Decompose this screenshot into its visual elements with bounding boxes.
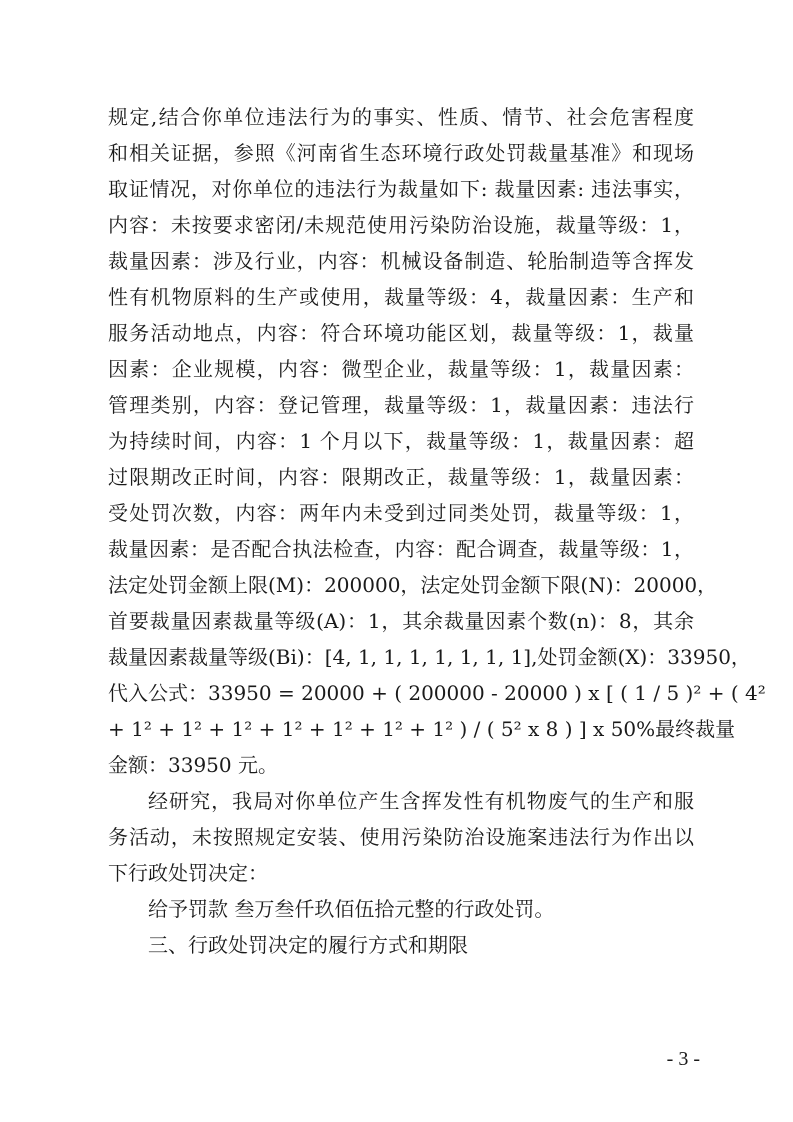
body-text-line: 裁量因素：涉及行业，内容：机械设备制造、轮胎制造等含挥发 bbox=[108, 249, 694, 273]
body-text-line: 过限期改正时间，内容：限期改正，裁量等级：1，裁量因素： bbox=[108, 465, 694, 489]
formula-line: 代入公式：33950 = 20000 + ( 200000 - 20000 ) x [ ( 1 / 5 )² + ( 4² bbox=[108, 681, 766, 705]
formula-line: + 1² + 1² + 1² + 1² + 1² + 1² + 1² ) / ( 5² x 8 ) ] x 50%最终裁量 bbox=[108, 717, 736, 741]
body-text-line: 规定,结合你单位违法行为的事实、性质、情节、社会危害程度 bbox=[108, 105, 694, 129]
body-text-line: 受处罚次数，内容：两年内未受到过同类处罚，裁量等级：1， bbox=[108, 501, 694, 525]
body-text-line: 经研究，我局对你单位产生含挥发性有机物废气的生产和服 bbox=[148, 789, 694, 813]
body-text-line: 性有机物原料的生产或使用，裁量等级：4，裁量因素：生产和 bbox=[108, 285, 694, 309]
body-text-line: 下行政处罚决定： bbox=[108, 861, 268, 885]
body-text-line: 服务活动地点，内容：符合环境功能区划，裁量等级：1，裁量 bbox=[108, 321, 694, 345]
body-text-line: 管理类别，内容：登记管理，裁量等级：1，裁量因素：违法行 bbox=[108, 393, 694, 417]
body-text-line: 务活动，未按照规定安装、使用污染防治设施案违法行为作出以 bbox=[108, 825, 694, 849]
body-text-line: 为持续时间，内容：1 个月以下，裁量等级：1，裁量因素：超 bbox=[108, 429, 694, 453]
body-text-line: 裁量因素裁量等级(Bi)：[4, 1, 1, 1, 1, 1, 1, 1],处罚金额(X)：33950， bbox=[108, 645, 751, 669]
body-text-line: 取证情况，对你单位的违法行为裁量如下: 裁量因素: 违法事实， bbox=[108, 177, 694, 201]
body-text-line: 因素：企业规模，内容：微型企业，裁量等级：1，裁量因素： bbox=[108, 357, 694, 381]
body-text-line: 内容：未按要求密闭/未规范使用污染防治设施，裁量等级：1， bbox=[108, 213, 694, 237]
penalty-decision-line: 给予罚款 叁万叁仟玖佰伍拾元整的行政处罚。 bbox=[148, 897, 555, 921]
final-amount-line: 金额：33950 元。 bbox=[108, 753, 278, 777]
body-text-line: 法定处罚金额上限(M)：200000，法定处罚金额下限(N)：20000， bbox=[108, 573, 718, 597]
body-text-line: 和相关证据，参照《河南省生态环境行政处罚裁量基准》和现场 bbox=[108, 141, 694, 165]
section-heading: 三、行政处罚决定的履行方式和期限 bbox=[148, 933, 468, 957]
body-text-line: 裁量因素：是否配合执法检查，内容：配合调查，裁量等级：1， bbox=[108, 537, 694, 561]
body-text-line: 首要裁量因素裁量等级(A)：1，其余裁量因素个数(n)：8，其余 bbox=[108, 609, 694, 633]
page-number: - 3 - bbox=[666, 1048, 700, 1070]
